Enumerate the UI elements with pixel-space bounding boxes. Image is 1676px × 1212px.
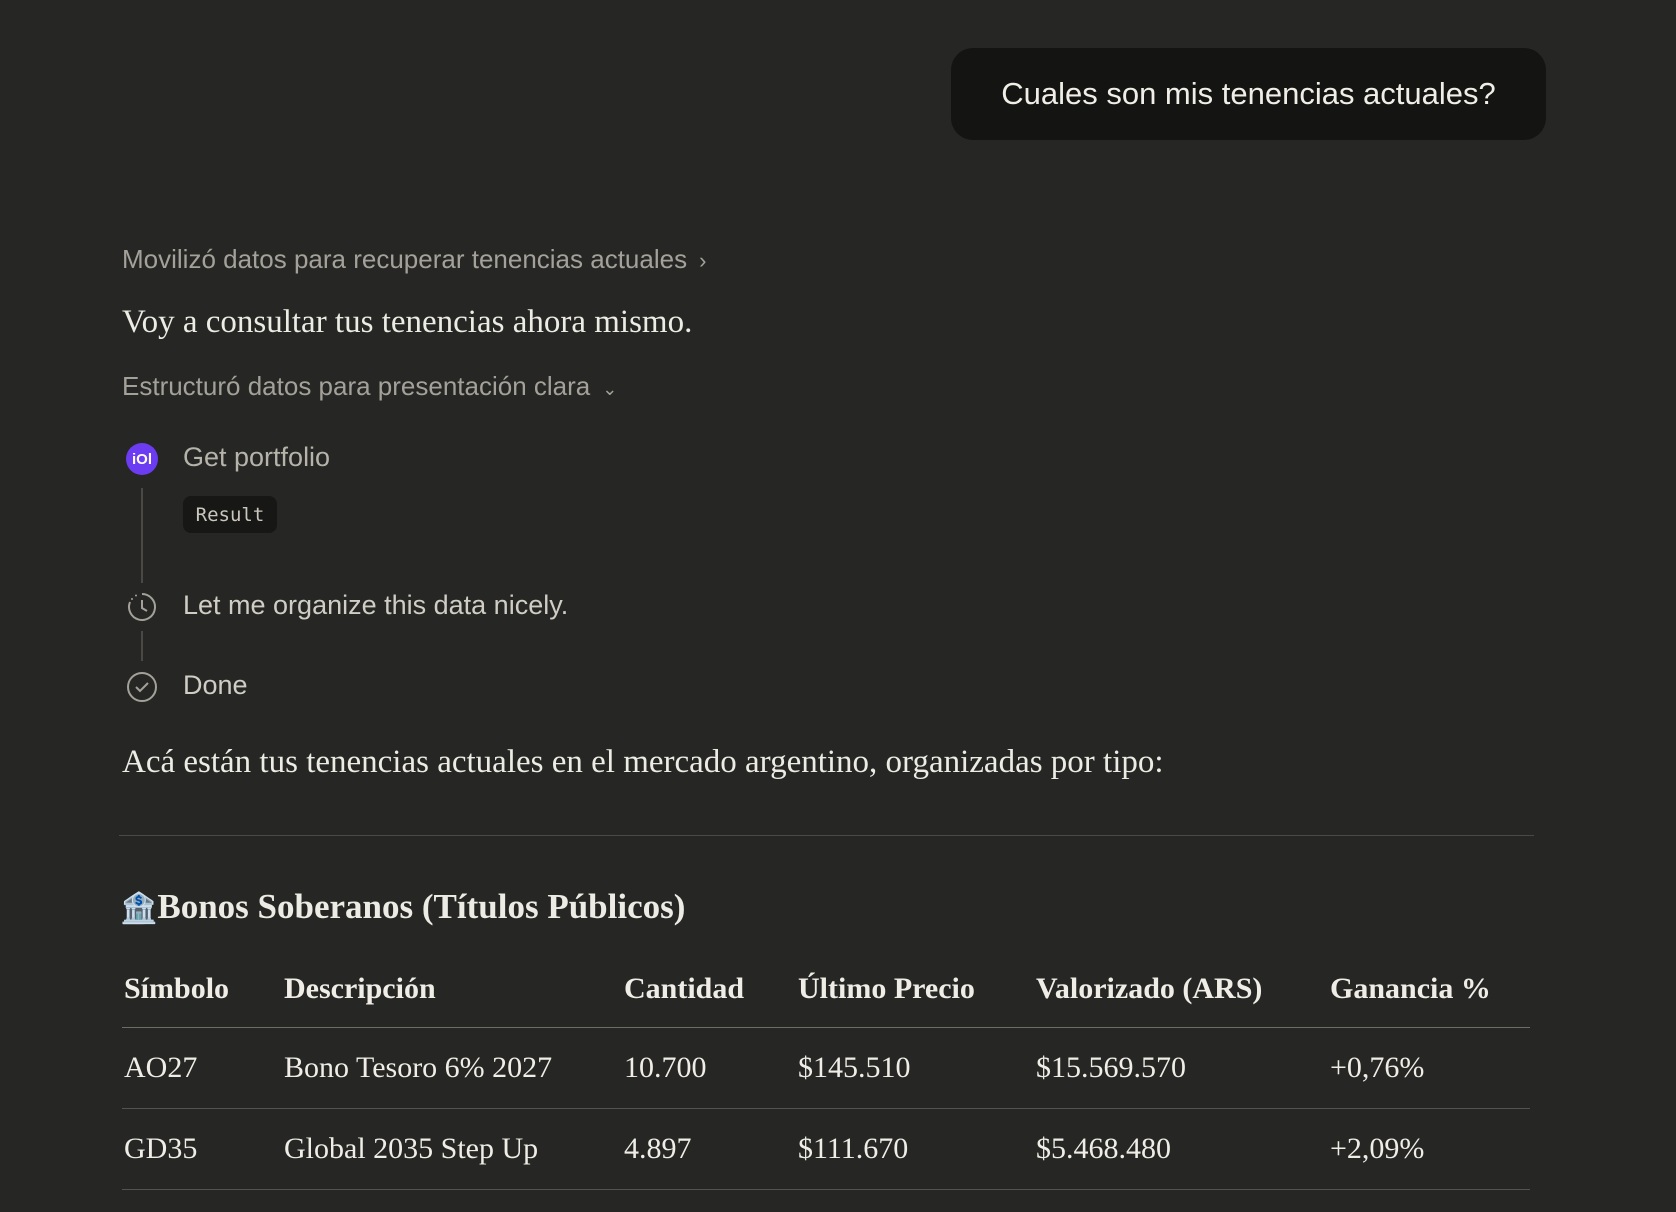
check-circle-icon xyxy=(126,671,158,708)
thinking-summary-1-label: Movilizó datos para recuperar tenencias actuales xyxy=(122,244,688,274)
table-row xyxy=(122,1109,1530,1190)
clock-icon xyxy=(126,591,158,628)
col-header-valorizado: Valorizado (ARS) xyxy=(1034,950,1328,1028)
table-row xyxy=(122,1028,1530,1109)
cell-ultimo-precio: $111.670 xyxy=(796,1109,1034,1190)
cell-valorizado: $15.569.570 xyxy=(1034,1028,1328,1109)
col-header-descripcion: Descripción xyxy=(282,950,622,1028)
timeline-line xyxy=(141,631,143,661)
cell-descripcion: Bono Tesoro 6% 2027 xyxy=(282,1028,622,1109)
assistant-reply-1: Voy a consultar tus tenencias ahora mismo. xyxy=(122,304,693,340)
cell-cantidad: 4.897 xyxy=(622,1109,796,1190)
section-heading xyxy=(120,887,685,927)
cell-ganancia: +2,09% xyxy=(1328,1109,1530,1190)
iol-tool-icon xyxy=(126,443,158,475)
thinking-summary-2[interactable] xyxy=(122,371,617,402)
timeline-line xyxy=(141,488,143,583)
chevron-down-icon: ⌄ xyxy=(602,379,618,399)
cell-simbolo: GD35 xyxy=(122,1109,282,1190)
cell-cantidad: 10.700 xyxy=(622,1028,796,1109)
col-header-ganancia: Ganancia % xyxy=(1328,950,1530,1028)
intro-text: Acá están tus tenencias actuales en el mercado argentino, organizadas por tipo: xyxy=(122,744,1164,780)
iol-logo-text: iOl xyxy=(131,450,152,468)
cell-simbolo: AO27 xyxy=(122,1028,282,1109)
cell-ganancia: +0,76% xyxy=(1328,1028,1530,1109)
cell-valorizado: $5.468.480 xyxy=(1034,1109,1328,1190)
organize-step: Let me organize this data nicely. xyxy=(183,590,569,620)
user-message-text: Cuales son mis tenencias actuales? xyxy=(1001,76,1496,111)
tool-call-get-portfolio[interactable]: Get portfolio xyxy=(183,442,331,472)
table-header-row xyxy=(122,950,1530,1028)
cell-descripcion: Global 2035 Step Up xyxy=(282,1109,622,1190)
thinking-summary-2-label: Estructuró datos para presentación clara xyxy=(122,371,591,401)
bank-icon: 🏦 xyxy=(120,892,158,925)
chevron-right-icon: › xyxy=(699,248,707,273)
col-header-cantidad: Cantidad xyxy=(622,950,796,1028)
done-step: Done xyxy=(183,670,248,700)
col-header-ultimo-precio: Último Precio xyxy=(796,950,1034,1028)
section-title: Bonos Soberanos (Títulos Públicos) xyxy=(157,887,686,926)
thinking-summary-1[interactable] xyxy=(122,244,706,275)
divider xyxy=(119,835,1534,836)
col-header-simbolo: Símbolo xyxy=(122,950,282,1028)
cell-ultimo-precio: $145.510 xyxy=(796,1028,1034,1109)
user-message-bubble xyxy=(951,48,1546,140)
holdings-table xyxy=(122,950,1530,1190)
result-button[interactable]: Result xyxy=(183,496,277,533)
